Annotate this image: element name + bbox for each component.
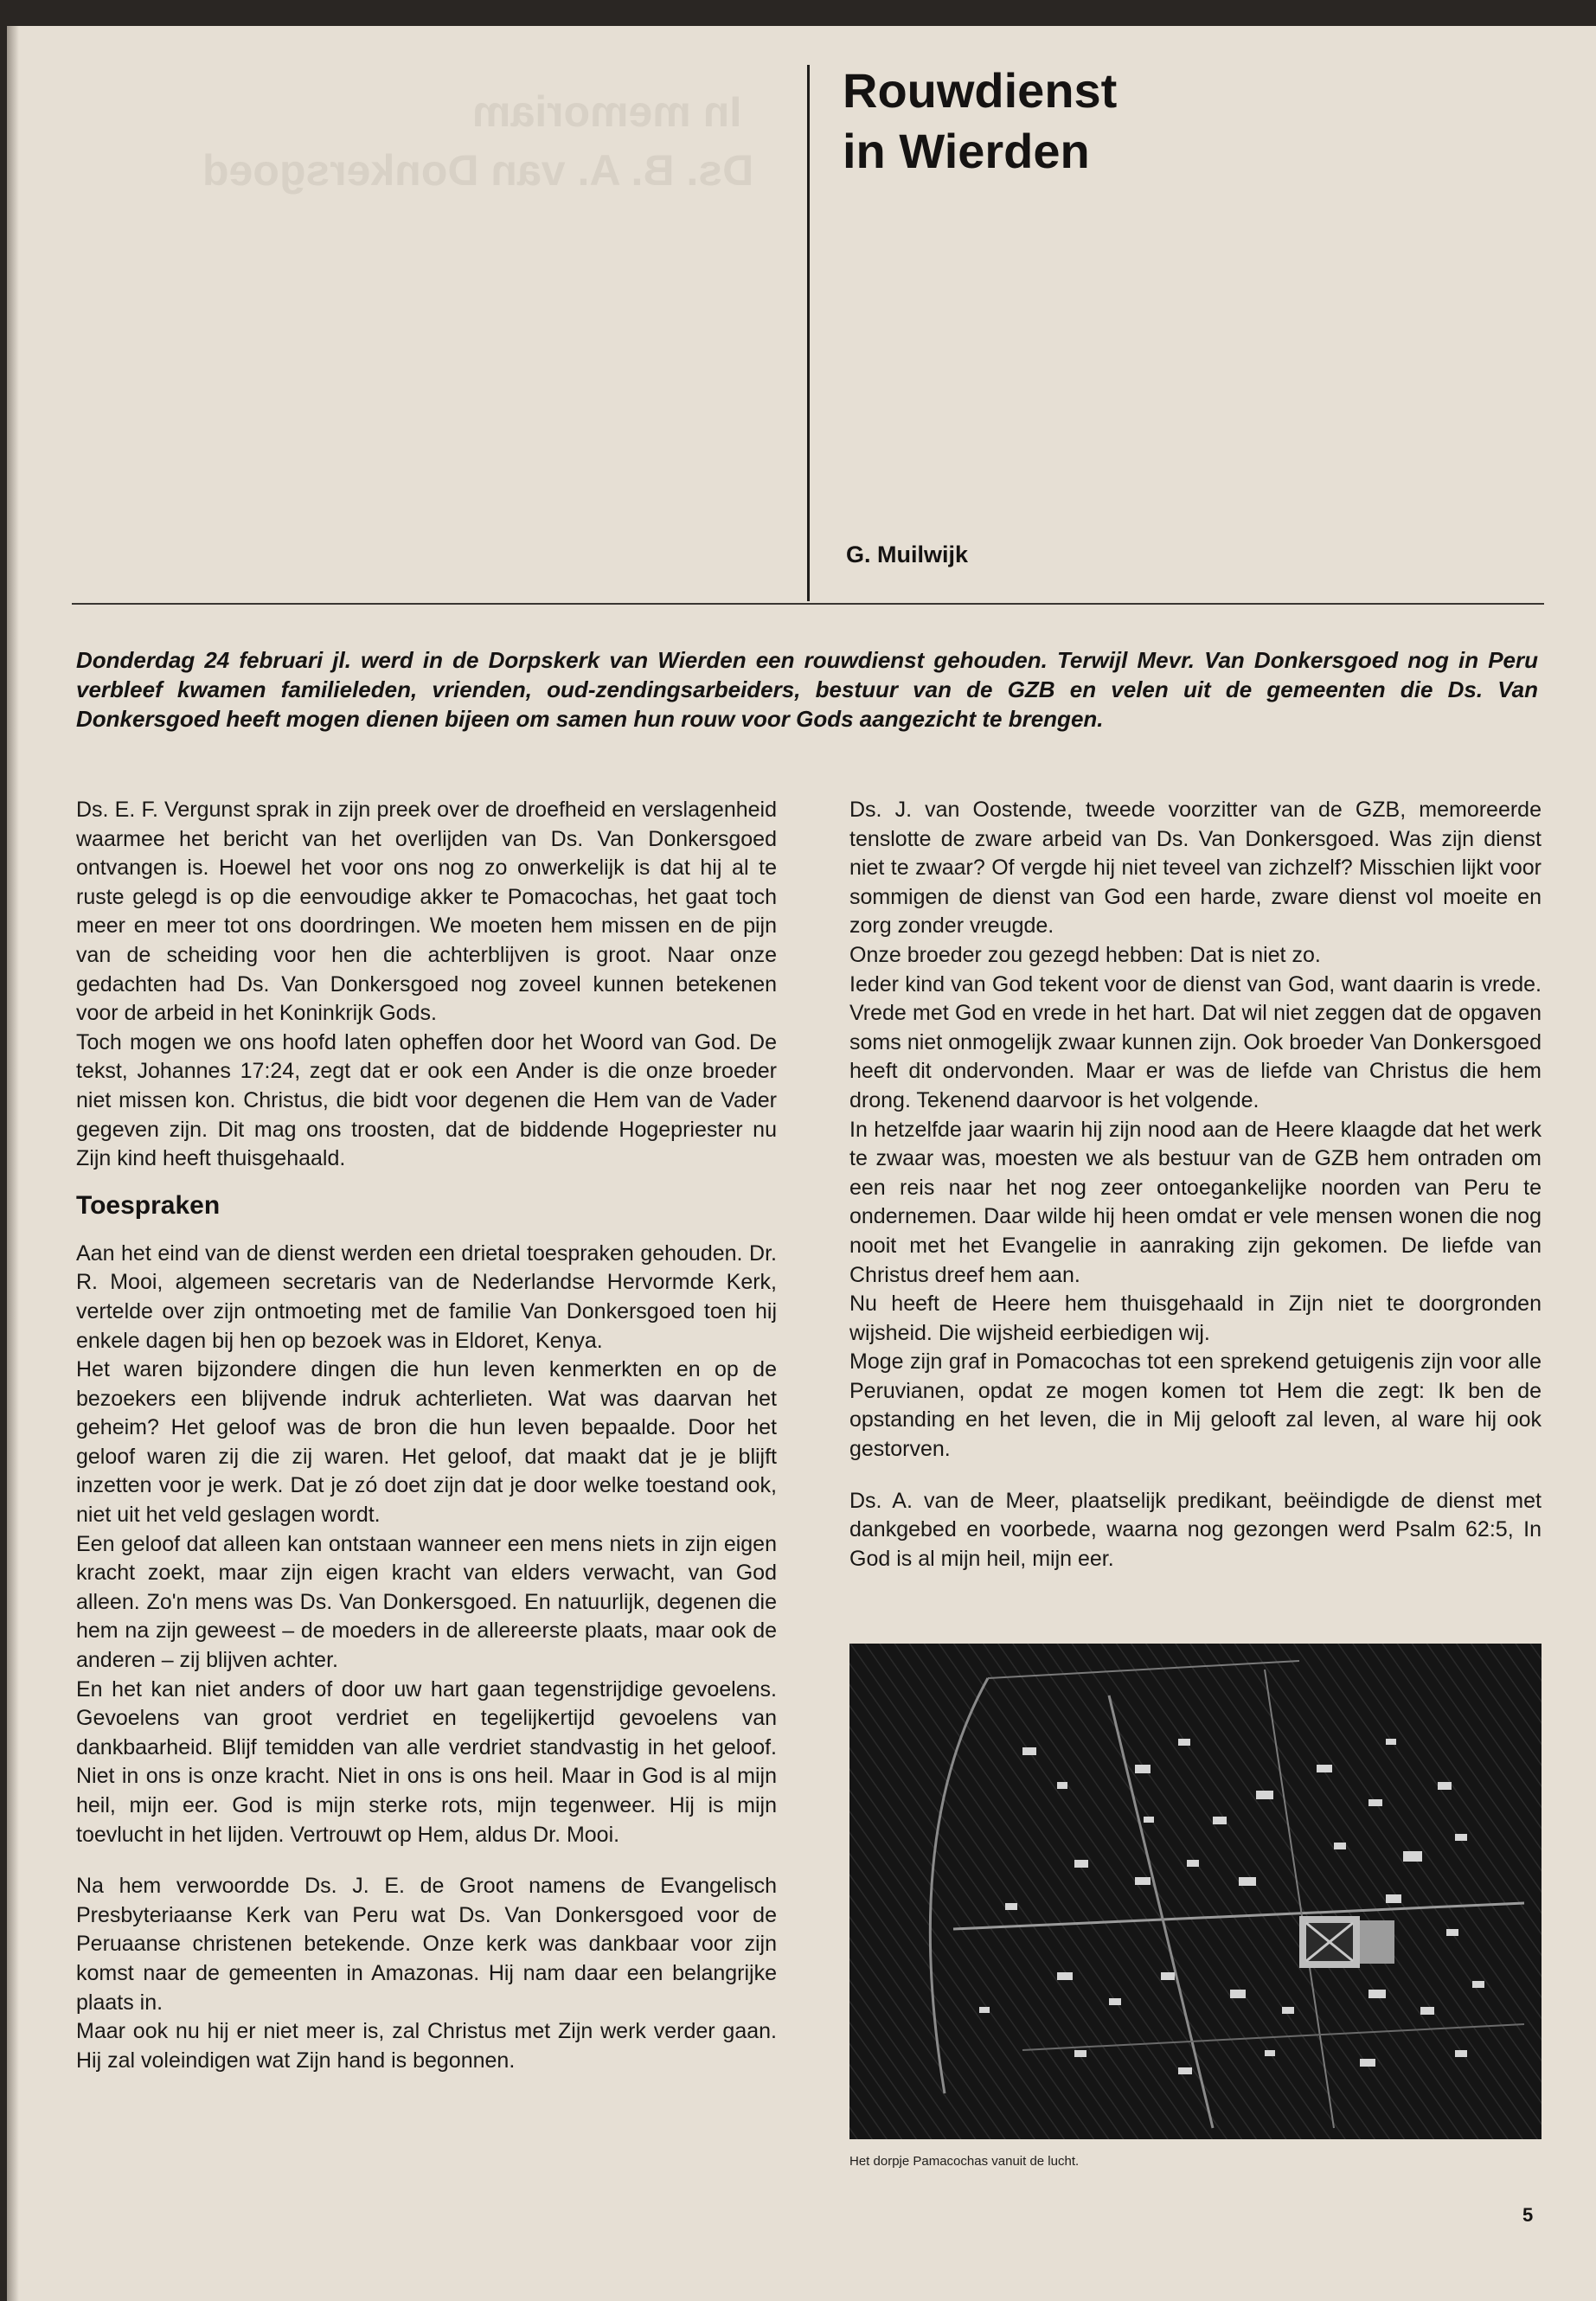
header-divider-line (807, 65, 810, 601)
photo-caption: Het dorpje Pamacochas vanuit de lucht. (849, 2154, 1080, 2169)
header-rule (72, 603, 1544, 605)
body-paragraph: Na hem verwoordde Ds. J. E. de Groot namens de Evangelisch Presbyteriaanse Kerk van Peru wat Ds. Van Donkersgoed voor de Peruaanse christenen betekende. Onze kerk was dankbaar voor zijn komst naar de gemeenten in Amazonas. Hij nam daar een belangrijke plaats in. (76, 1874, 777, 2015)
aerial-photo (849, 1644, 1542, 2139)
title-line-2: in Wierden (843, 124, 1090, 178)
author-byline: G. Muilwijk (846, 542, 969, 567)
body-paragraph: Maar ook nu hij er niet meer is, zal Christus met Zijn werk verder gaan. Hij zal voleindigen wat Zijn hand is begonnen. (76, 2019, 777, 2073)
magazine-page (7, 26, 1596, 2301)
body-paragraph: Aan het eind van de dienst werden een drietal toespraken gehouden. Dr. R. Mooi, algemeen secretaris van de Nederlandse Hervormde Kerk, vertelde over zijn ontmoeting met de familie Van Donkersgoed toen hij enkele dagen bij hen op bezoek was in Eldoret, Kenya. (76, 1240, 777, 1353)
body-paragraph: Ds. E. F. Vergunst sprak in zijn preek over de droefheid en verslagenheid waarmee het bericht van het overlijden van Ds. Van Donkersgoed ontvangen is. Hoewel het voor ons nog zo onwerkelijk is dat hij al te ruste gelegd is op die eenvoudige akker te Pomacochas, het gaat toch meer en meer tot ons doordringen. We moeten hem missen en de pijn van de scheiding voor hen die achterblijven is groot. Naar onze gedachten had Ds. Van Donkersgoed nog zoveel kunnen betekenen voor de arbeid in het Koninkrijk Gods. (76, 798, 777, 1026)
body-paragraph: Een geloof dat alleen kan ontstaan wanneer een mens niets in zijn eigen kracht zoekt, maar zijn eigen kracht van elders verwacht, van God alleen. Zo'n mens was Ds. Van Donkersgoed. En natuurlijk, degenen die hem na zijn geweest – de moeders in de allereerste plaats, maar ook de anderen – zij blijven achter. (76, 1531, 777, 1673)
title-line-1: Rouwdienst (843, 63, 1118, 118)
body-paragraph: Ds. J. van Oostende, tweede voorzitter van de GZB, memoreerde tenslotte de zware arbeid van Ds. Van Donkersgoed. Was zijn dienst niet te zwaar? Of vergde hij niet teveel van zichzelf? Misschien lijkt voor sommigen de dienst van God een harde, zware dienst vol moeite en zorg zonder vreugde. (849, 798, 1542, 939)
article-title (843, 61, 1117, 182)
intro-paragraph: Donderdag 24 februari jl. werd in de Dorpskerk van Wierden een rouwdienst gehouden. Terwijl Mevr. Van Donkersgoed nog in Peru verbleef kwamen familieleden, vrienden, oud-zendingsarbeiders, bestuur van de GZB en velen uit de gemeenten die Ds. Van Donkersgoed heeft mogen dienen bijeen om samen hun rouw voor Gods aangezicht te brengen. (76, 647, 1538, 732)
bleed-through-title-2: Ds. B. A. van Donkersgoed (202, 146, 754, 195)
section-heading: Toespraken (76, 1190, 221, 1220)
page-gutter-shadow (7, 26, 19, 2301)
body-paragraph: Ds. A. van de Meer, plaatselijk predikant, beëindigde de dienst met dankgebed en voorbede, waarna nog gezongen werd Psalm 62:5, In God is al mijn heil, mijn eer. (849, 1488, 1542, 1571)
aerial-photo-drawing (849, 1644, 1542, 2139)
body-paragraph: In hetzelfde jaar waarin hij zijn nood aan de Heere klaagde dat het werk te zwaar was, moesten we als bestuur van de GZB hem ontraden om een reis naar het nog zeer ontoegankelijke noorden van Peru te ondernemen. Daar wilde hij heen omdat er vele mensen wonen die nog nooit met het Evangelie in aanraking zijn gekomen. De liefde van Christus dreef hem aan. (849, 1117, 1542, 1287)
body-paragraph: Het waren bijzondere dingen die hun leven kenmerkten en op de bezoekers een blijvende indruk achterlieten. Wat was daarvan het geheim? Het geloof was de bron die hun leven bepaalde. Door het geloof waren zij die zij waren. Het geloof, dat maakt dat je je blijft inzetten voor je werk. Dat je zó doet zijn dat je door welke toestand ook, niet uit het veld geslagen wordt. (76, 1357, 777, 1528)
body-paragraph: Nu heeft de Heere hem thuisgehaald in Zijn niet te doorgronden wijsheid. Die wijsheid eerbiedigen wij. (849, 1292, 1542, 1345)
body-paragraph: Onze broeder zou gezegd hebben: Dat is niet zo. (849, 942, 1321, 967)
body-paragraph: Ieder kind van God tekent voor de dienst van God, want daarin is vrede. Vrede met God en vrede in het hart. Dat wil niet zeggen dat de opgaven soms niet onmogelijk zwaar kunnen zijn. Ook broeder Van Donkersgoed heeft dit ondervonden. Maar er was de liefde van Christus die hem drong. Tekenend daarvoor is het volgende. (849, 971, 1542, 1112)
body-paragraph: En het kan niet anders of door uw hart gaan tegenstrijdige gevoelens. Gevoelens van groot verdriet en tegelijkertijd gevoelens van dankbaarheid. Blijf temidden van alle verdriet standvastig in het geloof. Niet in ons is onze kracht. Niet in ons is ons heil. Maar in God is al mijn heil, mijn eer. God is mijn sterke rots, mijn tegenweer. Hij is mijn toevlucht in het lijden. Vertrouwt op Hem, aldus Dr. Mooi. (76, 1676, 777, 1847)
body-paragraph: Moge zijn graf in Pomacochas tot een sprekend getuigenis zijn voor alle Peruvianen, opdat ze mogen komen tot Hem die zegt: Ik ben de opstanding en het leven, die in Mij gelooft zal leven, al ware hij ook gestorven. (849, 1349, 1542, 1462)
left-column (76, 796, 777, 2075)
bleed-through-title-1: In memoriam (472, 87, 742, 136)
body-paragraph: Toch mogen we ons hoofd laten opheffen door het Woord van God. De tekst, Johannes 17:24, zegt dat er ook een Ander is die onze broeder niet missen kon. Christus, die bidt voor degenen die Hem van de Vader gegeven zijn. Dit mag ons troosten, dat de biddende Hogepriester nu Zijn kind heeft thuisgehaald. (76, 1029, 777, 1171)
right-column (849, 796, 1542, 1574)
page-number: 5 (1522, 2204, 1534, 2226)
